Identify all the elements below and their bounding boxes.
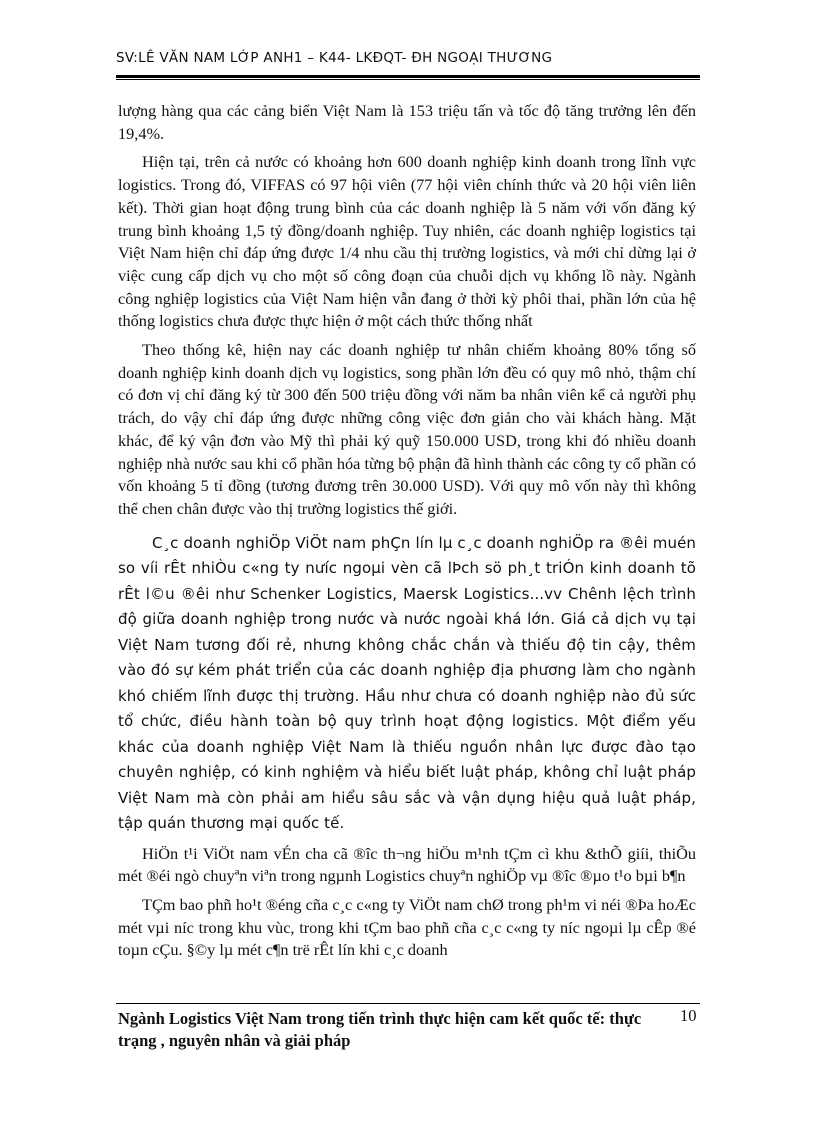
paragraph-continuation: lượng hàng qua các cảng biển Việt Nam là 153 triệu tấn và tốc độ tăng trưởng lên đến 19,4%. <box>118 101 696 143</box>
paragraph-coverage-scope: TÇm bao phñ ho¹t ®éng cña c¸c c«ng ty ViÖt nam chØ trong ph¹m vi néi ®Þa hoÆc mét vµi níc trong khu vùc, trong khi tÇm bao phñ cña c¸c c«ng ty níc ngoµi lµ cÊp ®é toµn cÇu. §©y lµ mét c¶n trë rÊt lín khi c¸c doanh <box>118 895 696 960</box>
paragraph-private-enterprises: Theo thống kê, hiện nay các doanh nghiệp tư nhân chiếm khoảng 80% tổng số doanh nghiệp kinh doanh dịch vụ logistics, song phần lớn đều có quy mô nhỏ, thậm chí có đơn vị chỉ đăng ký từ 300 đến 500 triệu đồng với năm ba nhân viên kể cả người phụ trách, do vậy chỉ đáp ứng được những công việc đơn giản cho vài khách hàng. Mặt khác, để ký vận đơn vào Mỹ thì phải ký quỹ 150.000 USD, trong khi đó nhiều doanh nghiệp nhà nước sau khi cổ phần hóa từng bộ phận đã hình thành các công ty cổ phần có vốn khoảng 5 tỉ đồng (tương đương trên 30.000 USD). Với quy mô vốn này thì không thể chen chân được vào thị trường logistics thế giới. <box>118 340 696 518</box>
footer-title: Ngành Logistics Việt Nam trong tiến trình thực hiện cam kết quốc tế: thực trạng , nguyên nhân và giải pháp <box>118 1009 642 1050</box>
paragraph-enterprise-count: Hiện tại, trên cả nước có khoảng hơn 600 doanh nghiệp kinh doanh trong lĩnh vực logistics. Trong đó, VIFFAS có 97 hội viên (77 hội viên chính thức và 20 hội viên liên kết). Thời gian hoạt động trung bình của các doanh nghiệp là 5 năm với vốn đăng ký trung bình khoảng 1,5 tỷ đồng/doanh nghiệp. Tuy nhiên, các doanh nghiệp logistics tại Việt Nam hiện chỉ đáp ứng được 1/4 nhu cầu thị trường logistics, và mới chỉ dừng lại ở việc cung cấp dịch vụ cho một số công đoạn của chuỗi dịch vụ khổng lồ này. Ngành công nghiệp logistics của Việt Nam hiện vẫn đang ở thời kỳ phôi thai, phần lớn của hệ thống logistics chưa được thực hiện ở một cách thức thống nhất <box>118 152 696 331</box>
footer-rule <box>116 1003 700 1004</box>
paragraph-late-establishment: C¸c doanh nghiÖp ViÖt nam phÇn lín lµ c¸c doanh nghiÖp ra ®êi muén so víi rÊt nhiÒu c«ng ty nưíc ngoµi vèn cã lÞch sö ph¸t triÓn kinh doanh tõ rÊt l©u ®êi như Schenker Logistics, Maersk Logistics...vv Chênh lệch trình độ giữa doanh nghiệp trong nước và nước ngoài khá lớn. Giá cả dịch vụ tại Việt Nam tương đối rẻ, nhưng không chắc chắn và thiếu độ tin cậy, thêm vào đó sự kém phát triển của các doanh nghiệp địa phương làm cho ngành khó chiếm lĩnh được thị trường. Hầu như chưa có doanh nghiệp nào đủ sức tổ chức, điều hành toàn bộ quy trình hoạt động logistics. Một điểm yếu khác của doanh nghiệp Việt Nam là thiếu nguồn nhân lực được đào tạo chuyên nghiệp, có kinh nghiệm và hiểu biết luật pháp, không chỉ luật pháp Việt Nam mà còn phải am hiểu sâu sắc và vận dụng hiệu quả luật pháp, tập quán thương mại quốc tế. <box>118 533 696 833</box>
header-rule-thin <box>116 79 700 80</box>
body-text <box>118 100 696 962</box>
header-rule <box>116 75 700 78</box>
page-number: 10 <box>680 1006 697 1025</box>
paragraph-brand-weakness: HiÖn t¹i ViÖt nam vÉn cha cã ®îc th¬ng hiÖu m¹nh tÇm cì khu &thÕ giíi, thiÕu mét ®éi ngò chuyªn viªn trong ngµnh Logistics chuyªn nghiÖp vµ ®îc ®µo t¹o bµi b¶n <box>118 843 696 886</box>
page-header: SV:LÊ VĂN NAM LỚP ANH1 – K44- LKĐQT- ĐH NGOẠI THƯƠNG <box>116 50 553 66</box>
